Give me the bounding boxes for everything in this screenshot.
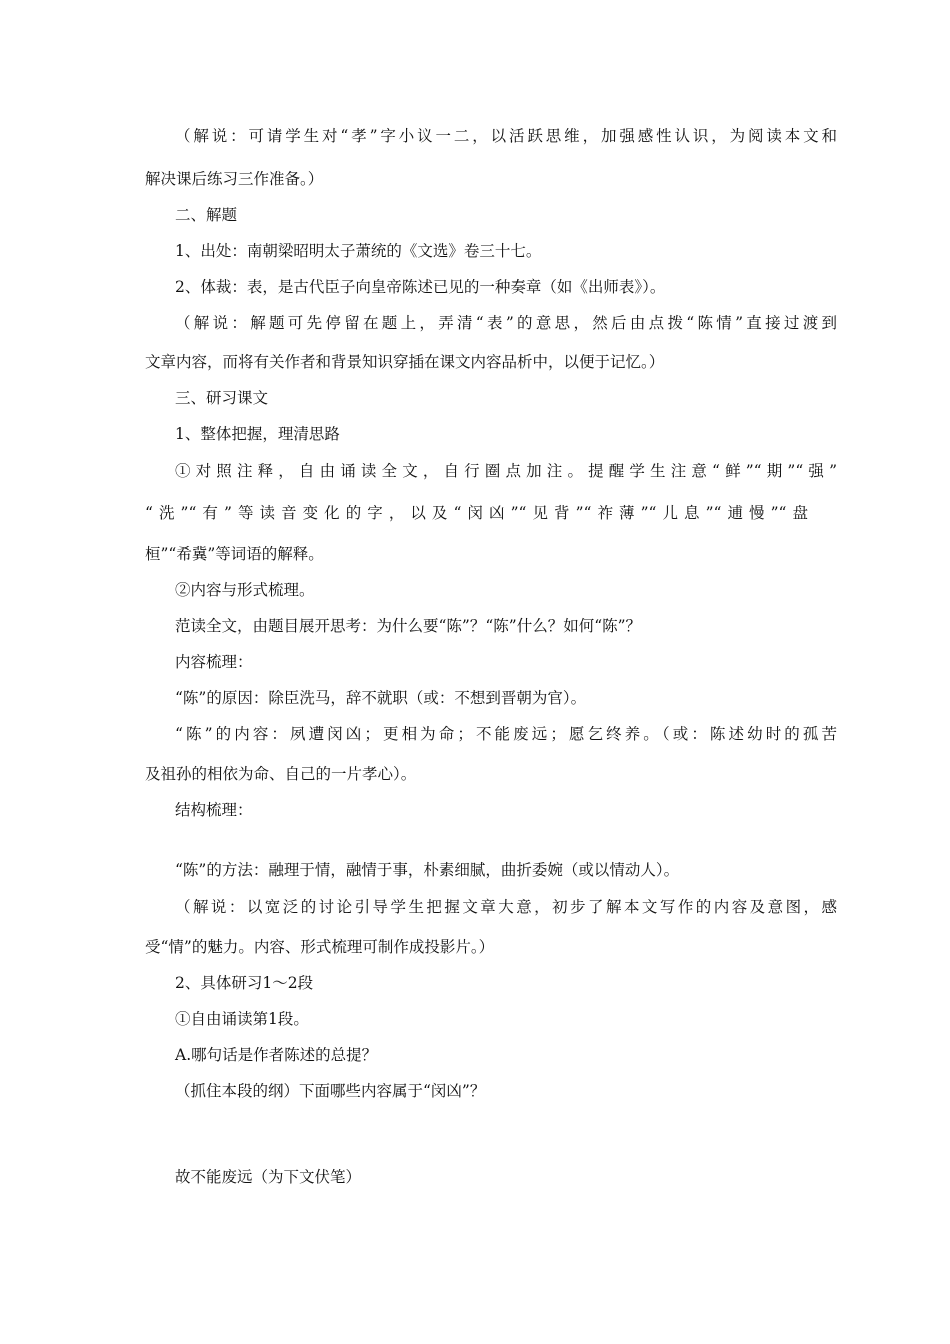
paragraph-line: ①自由诵读第1段。 [175,1010,309,1028]
subsection-heading: 2、具体研习1～2段 [175,974,314,992]
paragraph-line: 解决课后练习三作准备。） [145,170,324,188]
paragraph-line: 1、出处：南朝梁昭明太子萧统的《文选》卷三十七。 [175,242,542,260]
paragraph-line: “陈”的方法：融理于情，融情于事，朴素细腻，曲折委婉（或以情动人）。 [175,861,680,879]
paragraph-line: “洗”“有”等读音变化的字，以及“闵凶”“见背”“祚薄”“儿息”“逋慢”“盘 [145,504,808,522]
section-heading: 二、解题 [175,206,238,224]
paragraph-line: 内容梳理： [175,653,253,671]
paragraph-line: 及祖孙的相依为命、自己的一片孝心）。 [145,765,417,783]
subsection-heading: 1、整体把握，理清思路 [175,425,340,443]
paragraph-line: “陈”的内容：夙遭闵凶；更相为命；不能废远；愿乞终养。（或：陈述幼时的孤苦 [175,725,837,743]
paragraph-line: ②内容与形式梳理。 [175,581,315,599]
paragraph-line: 文章内容，而将有关作者和背景知识穿插在课文内容品析中，以便于记忆。） [145,353,665,371]
section-heading: 三、研习课文 [175,389,269,407]
paragraph-line: （抓住本段的纲）下面哪些内容属于“闵凶”？ [175,1082,486,1100]
paragraph-line: 结构梳理： [175,801,253,819]
paragraph-line: 2、体裁：表，是古代臣子向皇帝陈述已见的一种奏章（如《出师表》）。 [175,278,666,296]
paragraph-line: 受“情”的魅力。内容、形式梳理可制作成投影片。） [145,938,495,956]
paragraph-line: A.哪句话是作者陈述的总提？ [175,1046,378,1064]
paragraph-line: “陈”的原因：除臣洗马，辞不就职（或：不想到晋朝为官）。 [175,689,587,707]
paragraph-line: 范读全文，由题目展开思考：为什么要“陈”？“陈”什么？如何“陈”？ [175,617,642,635]
paragraph-line: （解说：解题可先停留在题上，弄清“表”的意思，然后由点拨“陈情”直接过渡到 [175,314,837,332]
paragraph-line: 故不能废远（为下文伏笔） [175,1168,362,1186]
paragraph-line: （解说：可请学生对“孝”字小议一二，以活跃思维，加强感性认识，为阅读本文和 [175,127,837,145]
paragraph-line: 桓”“希冀”等词语的解释。 [145,545,324,563]
paragraph-line: ①对照注释，自由诵读全文，自行圈点加注。提醒学生注意“鲜”“期”“强” [175,462,837,480]
paragraph-line: （解说：以宽泛的讨论引导学生把握文章大意，初步了解本文写作的内容及意图，感 [175,898,837,916]
